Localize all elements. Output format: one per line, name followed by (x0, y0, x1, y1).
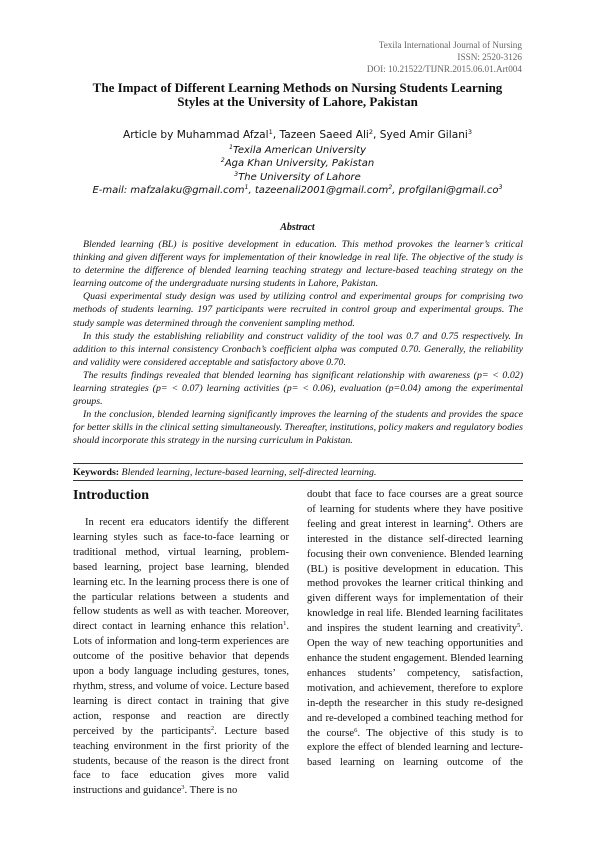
abstract-paragraph: Quasi experimental study design was used by utilizing control and experimental groups for comprising two methods of students learning. 197 participants were recruited in control group and experimental groups. The study sample was determined through the convenient sampling method. (73, 291, 523, 329)
keywords-label: Keywords: (73, 467, 120, 478)
citation-4: 4 (467, 517, 471, 525)
email-label: E-mail: (92, 185, 131, 197)
email-2[interactable]: tazeenali2001@gmail.com (254, 185, 389, 197)
abstract-paragraph: In the conclusion, blended learning significantly improves the learning of the students and provides the space for better skills in the clinical setting simultaneously. Thereafter, institutions, policy makers and regulatory bodies should incorporate this strategy in the nursing curriculum in Pakistan. (73, 409, 523, 447)
email-sep: , (392, 185, 399, 197)
author-2-sup: 2 (368, 128, 374, 136)
author-1-sup: 1 (268, 128, 273, 136)
email-3[interactable]: profgilani@gmail.co (398, 185, 499, 197)
text-run: . There is no (184, 785, 238, 797)
email-3-sup: 3 (498, 184, 503, 192)
divider-top (73, 463, 523, 464)
author-prefix: Article by (123, 129, 177, 141)
journal-issn: ISSN: 2520-3126 (457, 52, 522, 63)
text-run: . The objective of this study is to explore the effect of blended learning and lecture-based learning on learning outcome of the (307, 727, 523, 769)
abstract-heading: Abstract (280, 222, 315, 233)
email-1-sup: 1 (244, 184, 249, 192)
email-1[interactable]: mafzalaku@gmail.com (130, 185, 245, 197)
journal-name: Texila International Journal of Nursing (378, 40, 522, 50)
keywords-text: Blended learning, lecture-based learning, self-directed learning. (119, 467, 377, 478)
text-run: . Lots of information and long-term experiences are outcome of the positive behavior that depends upon a body language including gestures, tones, rhythm, stress, and volume of voice. Lecture based learning is direct contact in training that give action, response and reaction are directly perceived by the participants (73, 621, 289, 737)
affiliation-2-text: Aga Khan University, Pakistan (224, 158, 375, 170)
affiliation-1-sup: 1 (228, 144, 233, 151)
author-2: Tazeen Saeed Ali (279, 129, 369, 141)
right-column (307, 488, 523, 771)
citation-5: 5 (517, 622, 521, 630)
email-sep: , (248, 185, 255, 197)
citation-3: 3 (181, 784, 185, 792)
email-2-sup: 2 (388, 184, 393, 192)
author-3: Syed Amir Gilani (379, 129, 468, 141)
section-heading-introduction: Introduction (73, 488, 149, 503)
text-run: . Open the way of new teaching opportunities and enhance the student engagement. Blended learning enhances students’ competency, satisfaction, motivation, and achievement, therefore to explore in-depth the researcher in this study re-designed and re-developed a combined teaching method for the course (307, 623, 523, 739)
affiliation-1 (60, 144, 535, 157)
title-line-2: Styles at the University of Lahore, Pakistan (177, 93, 418, 109)
text-run: . Others are interested in the distance self-directed learning focusing their own convenience. Blended learning (BL) is positive development in education. This method provokes the learner critical thinking and given different ways for implementation of their knowledge in real life. Blended learning facilitates and inspires the student learning and creativity (307, 518, 523, 635)
affiliation-3-text: The University of Lahore (238, 171, 361, 183)
affiliation-2 (60, 157, 535, 170)
citation-1: 1 (283, 620, 287, 628)
email-line (60, 184, 535, 197)
keywords-line (73, 466, 523, 479)
abstract-paragraph: In this study the establishing reliability and construct validity of the tool was 0.7 and 0.75 respectively. In addition to this internal consistency Cronbach’s coefficient alpha was computed 0.70. Generally, the reliability and validity were considered acceptable and satisfactory above 0.70. (73, 330, 523, 368)
author-sep: , (373, 129, 380, 141)
affiliation-2-sup: 2 (220, 157, 225, 165)
left-column (73, 488, 289, 799)
article-title (60, 81, 535, 108)
affiliation-3-sup: 3 (234, 170, 239, 178)
text-run: doubt that face to face courses are a great source of learning for students where they have positive feeling and great interest in learning (307, 489, 523, 530)
abstract-paragraph: The results findings revealed that blended learning has significant relationship with awareness (p= < 0.02) learning strategies (p= < 0.07) learning activities (p= < 0.06), evaluation (p=0.04) among the experimental groups. (73, 369, 523, 408)
citation-6: 6 (354, 726, 358, 734)
intro-paragraph-1 (73, 516, 289, 799)
author-sep: , (272, 129, 280, 141)
affiliations (60, 144, 535, 198)
text-run: In recent era educators identify the different learning styles such as face-to-face learning or traditional method, virtual learning, problem-based learning, project base learning, blended learning etc. In the learning process there is one of the particular relations between a students and fellow students as well as with teacher. Moreover, direct contact in learning enhance this relation (73, 517, 289, 633)
journal-doi: DOI: 10.21522/TIJNR.2015.06.01.Art004 (366, 64, 522, 75)
affiliation-3 (60, 171, 535, 184)
text-run: . Lecture based teaching environment in the first priority of the students, because of the reason is the direct front face to face education gives more valid instructions and guidance (73, 725, 289, 797)
author-3-sup: 3 (467, 128, 472, 136)
citation-2: 2 (210, 724, 215, 732)
author-1: Muhammad Afzal (176, 129, 269, 141)
title-line-1: The Impact of Different Learning Methods on Nursing Students Learning (92, 80, 503, 95)
journal-header (222, 39, 522, 76)
abstract-paragraph: Blended learning (BL) is positive development in education. This method provokes the learner’s critical thinking and given different ways for implementation of their knowledge in real life. The objective of the study is to determine the difference of blended learning teaching strategy and lecture-based teaching strategy on the learning outcome of the undergraduate nursing students in Lahore, Pakistan. (73, 239, 523, 290)
affiliation-1-text: Texila American University (232, 145, 367, 156)
abstract-body (73, 238, 523, 448)
divider-bottom (73, 480, 523, 481)
intro-paragraph-2 (307, 488, 523, 771)
author-list (60, 128, 535, 143)
